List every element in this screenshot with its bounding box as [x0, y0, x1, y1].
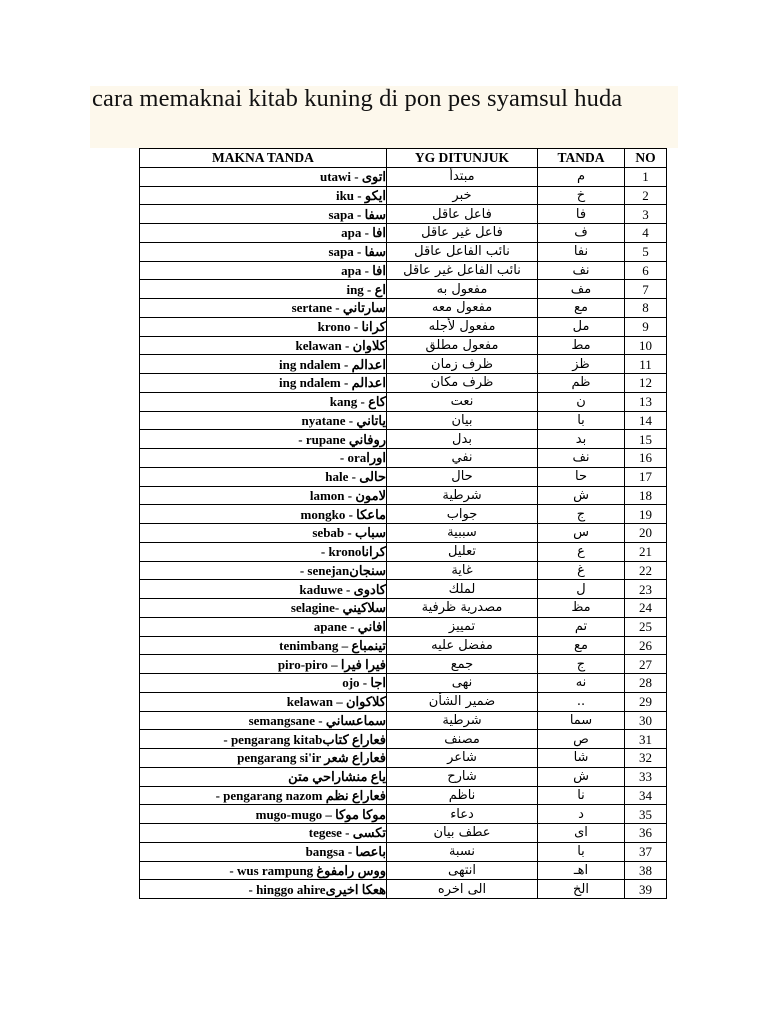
table-row — [140, 580, 667, 599]
table-row — [140, 486, 667, 505]
yg-ditunjuk-cell: جمع — [387, 655, 538, 674]
tanda-cell: م — [538, 167, 625, 186]
makna-cell: krono - كرانا — [140, 317, 387, 336]
header-tanda: TANDA — [538, 149, 625, 168]
yg-ditunjuk-cell: بدل — [387, 430, 538, 449]
no-cell: 10 — [625, 336, 667, 355]
tanda-cell: ش — [538, 486, 625, 505]
tanda-cell: اى — [538, 824, 625, 843]
table-row — [140, 224, 667, 243]
no-cell: 29 — [625, 692, 667, 711]
header-no: NO — [625, 149, 667, 168]
yg-ditunjuk-cell: فاعل غير عاقل — [387, 224, 538, 243]
tanda-cell: ظم — [538, 374, 625, 393]
makna-cell: hale - حالى — [140, 467, 387, 486]
tanda-cell: ص — [538, 730, 625, 749]
table-row — [140, 186, 667, 205]
no-cell: 22 — [625, 561, 667, 580]
header-yg-ditunjuk: YG DITUNJUK — [387, 149, 538, 168]
tanda-cell: الخ — [538, 880, 625, 899]
no-cell: 33 — [625, 767, 667, 786]
makna-cell: sapa - سفا — [140, 242, 387, 261]
makna-cell: - senejanسنجان — [140, 561, 387, 580]
yg-ditunjuk-cell: غاية — [387, 561, 538, 580]
no-cell: 15 — [625, 430, 667, 449]
tanda-cell: فا — [538, 205, 625, 224]
makna-cell: mugo-mugo – موكا موكا — [140, 805, 387, 824]
tanda-cell: مع — [538, 299, 625, 318]
makna-cell: ing ndalem - اعدالم — [140, 355, 387, 374]
makna-cell: selagine- سلاكيني — [140, 599, 387, 618]
tanda-cell: مف — [538, 280, 625, 299]
tanda-cell: مظ — [538, 599, 625, 618]
table-row — [140, 692, 667, 711]
no-cell: 26 — [625, 636, 667, 655]
table-body — [140, 167, 667, 898]
table-row — [140, 880, 667, 899]
table-row — [140, 636, 667, 655]
makna-cell: - oraاورا — [140, 449, 387, 468]
yg-ditunjuk-cell: عطف بيان — [387, 824, 538, 843]
no-cell: 3 — [625, 205, 667, 224]
table-row — [140, 242, 667, 261]
yg-ditunjuk-cell: نائب الفاعل غير عاقل — [387, 261, 538, 280]
table-row — [140, 355, 667, 374]
tanda-cell: ع — [538, 542, 625, 561]
tanda-cell: ن — [538, 392, 625, 411]
yg-ditunjuk-cell: مفعول مطلق — [387, 336, 538, 355]
yg-ditunjuk-cell: ناظم — [387, 786, 538, 805]
makna-cell: nyatane - ياتاني — [140, 411, 387, 430]
yg-ditunjuk-cell: شارح — [387, 767, 538, 786]
makna-cell: - pengarang nazom فعاراع نظم — [140, 786, 387, 805]
makna-cell: bangsa - باعصا — [140, 842, 387, 861]
makna-cell: - wus rampung ووس رامفوغ — [140, 861, 387, 880]
yg-ditunjuk-cell: خبر — [387, 186, 538, 205]
no-cell: 21 — [625, 542, 667, 561]
makna-cell: - kronoكرانا — [140, 542, 387, 561]
yg-ditunjuk-cell: ظرف زمان — [387, 355, 538, 374]
table-row — [140, 674, 667, 693]
yg-ditunjuk-cell: نهى — [387, 674, 538, 693]
tanda-cell: ظز — [538, 355, 625, 374]
table-row — [140, 561, 667, 580]
table-row — [140, 617, 667, 636]
table-row — [140, 730, 667, 749]
no-cell: 36 — [625, 824, 667, 843]
makna-cell: lamon - لامون — [140, 486, 387, 505]
page-title: cara memaknai kitab kuning di pon pes syamsul huda — [92, 85, 623, 112]
table-row — [140, 467, 667, 486]
makna-cell: ing - اع — [140, 280, 387, 299]
yg-ditunjuk-cell: جواب — [387, 505, 538, 524]
yg-ditunjuk-cell: مفضل عليه — [387, 636, 538, 655]
table-row — [140, 261, 667, 280]
yg-ditunjuk-cell: سببية — [387, 524, 538, 543]
tanda-cell: ش — [538, 767, 625, 786]
no-cell: 18 — [625, 486, 667, 505]
makna-cell: sebab - سباب — [140, 524, 387, 543]
table-row — [140, 655, 667, 674]
yg-ditunjuk-cell: ظرف مكان — [387, 374, 538, 393]
tanda-cell: حا — [538, 467, 625, 486]
makna-cell: ياع منشاراحي متن — [140, 767, 387, 786]
tanda-cell: با — [538, 411, 625, 430]
yg-ditunjuk-cell: مفعول معه — [387, 299, 538, 318]
no-cell: 38 — [625, 861, 667, 880]
table-row — [140, 861, 667, 880]
yg-ditunjuk-cell: مبتدأ — [387, 167, 538, 186]
table-row — [140, 711, 667, 730]
tanda-cell: مل — [538, 317, 625, 336]
tanda-cell: ل — [538, 580, 625, 599]
tanda-cell: نا — [538, 786, 625, 805]
no-cell: 5 — [625, 242, 667, 261]
table-row — [140, 449, 667, 468]
no-cell: 11 — [625, 355, 667, 374]
no-cell: 32 — [625, 749, 667, 768]
tanda-cell: س — [538, 524, 625, 543]
table-row — [140, 805, 667, 824]
yg-ditunjuk-cell: تعليل — [387, 542, 538, 561]
tanda-cell: غ — [538, 561, 625, 580]
yg-ditunjuk-cell: مفعول به — [387, 280, 538, 299]
no-cell: 17 — [625, 467, 667, 486]
makna-cell: apa - افا — [140, 224, 387, 243]
no-cell: 6 — [625, 261, 667, 280]
table-row — [140, 392, 667, 411]
no-cell: 20 — [625, 524, 667, 543]
no-cell: 23 — [625, 580, 667, 599]
yg-ditunjuk-cell: شرطية — [387, 711, 538, 730]
no-cell: 19 — [625, 505, 667, 524]
no-cell: 4 — [625, 224, 667, 243]
table-row — [140, 411, 667, 430]
no-cell: 13 — [625, 392, 667, 411]
table-row — [140, 842, 667, 861]
table-row — [140, 786, 667, 805]
tanda-cell: ج — [538, 505, 625, 524]
table-row — [140, 599, 667, 618]
makna-cell: ing ndalem - اعدالم — [140, 374, 387, 393]
yg-ditunjuk-cell: لملك — [387, 580, 538, 599]
tanda-cell: خ — [538, 186, 625, 205]
tanda-cell: .. — [538, 692, 625, 711]
table-row — [140, 524, 667, 543]
makna-cell: kelawan - كلاوان — [140, 336, 387, 355]
no-cell: 39 — [625, 880, 667, 899]
table-row — [140, 317, 667, 336]
makna-cell: kaduwe - كادوى — [140, 580, 387, 599]
makna-cell: tegese - تكسى — [140, 824, 387, 843]
no-cell: 28 — [625, 674, 667, 693]
header-makna-tanda: MAKNA TANDA — [140, 149, 387, 168]
makna-cell: ojo - اجا — [140, 674, 387, 693]
no-cell: 7 — [625, 280, 667, 299]
makna-cell: semangsane - سماعساني — [140, 711, 387, 730]
table-row — [140, 542, 667, 561]
makna-cell: utawi - اتوى — [140, 167, 387, 186]
tanda-cell: نفا — [538, 242, 625, 261]
no-cell: 25 — [625, 617, 667, 636]
makna-cell: sapa - سفا — [140, 205, 387, 224]
makna-cell: pengarang si'ir فعاراع شعر — [140, 749, 387, 768]
yg-ditunjuk-cell: نسبة — [387, 842, 538, 861]
no-cell: 24 — [625, 599, 667, 618]
yg-ditunjuk-cell: تمييز — [387, 617, 538, 636]
no-cell: 8 — [625, 299, 667, 318]
yg-ditunjuk-cell: فاعل عاقل — [387, 205, 538, 224]
makna-cell: kelawan – كلاكوان — [140, 692, 387, 711]
makna-tanda-table — [139, 148, 667, 899]
table-header-row — [140, 149, 667, 168]
makna-cell: iku - ايكو — [140, 186, 387, 205]
no-cell: 14 — [625, 411, 667, 430]
no-cell: 35 — [625, 805, 667, 824]
yg-ditunjuk-cell: نائب الفاعل عاقل — [387, 242, 538, 261]
yg-ditunjuk-cell: دعاء — [387, 805, 538, 824]
no-cell: 16 — [625, 449, 667, 468]
tanda-cell: اهـ — [538, 861, 625, 880]
yg-ditunjuk-cell: الى اخره — [387, 880, 538, 899]
tanda-cell: سما — [538, 711, 625, 730]
yg-ditunjuk-cell: مصدرية ظرفية — [387, 599, 538, 618]
yg-ditunjuk-cell: انتهى — [387, 861, 538, 880]
makna-cell: piro-piro – فيرا فيرا — [140, 655, 387, 674]
tanda-cell: با — [538, 842, 625, 861]
yg-ditunjuk-cell: مصنف — [387, 730, 538, 749]
no-cell: 37 — [625, 842, 667, 861]
table-row — [140, 767, 667, 786]
tanda-cell: تم — [538, 617, 625, 636]
table-row — [140, 336, 667, 355]
no-cell: 1 — [625, 167, 667, 186]
no-cell: 2 — [625, 186, 667, 205]
no-cell: 31 — [625, 730, 667, 749]
no-cell: 30 — [625, 711, 667, 730]
table-row — [140, 430, 667, 449]
yg-ditunjuk-cell: بيان — [387, 411, 538, 430]
no-cell: 34 — [625, 786, 667, 805]
table-row — [140, 824, 667, 843]
no-cell: 12 — [625, 374, 667, 393]
tanda-cell: شا — [538, 749, 625, 768]
tanda-cell: نف — [538, 261, 625, 280]
tanda-cell: نه — [538, 674, 625, 693]
tanda-cell: نف — [538, 449, 625, 468]
tanda-cell: ج — [538, 655, 625, 674]
yg-ditunjuk-cell: ضمير الشأن — [387, 692, 538, 711]
yg-ditunjuk-cell: شرطية — [387, 486, 538, 505]
yg-ditunjuk-cell: مفعول لأجله — [387, 317, 538, 336]
makna-cell: - pengarang kitabفعاراع كتاب — [140, 730, 387, 749]
table-row — [140, 505, 667, 524]
makna-cell: sertane - سارتاني — [140, 299, 387, 318]
tanda-cell: مع — [538, 636, 625, 655]
yg-ditunjuk-cell: حال — [387, 467, 538, 486]
makna-cell: apane - افاني — [140, 617, 387, 636]
table-row — [140, 205, 667, 224]
table-row — [140, 299, 667, 318]
makna-cell: - hinggo ahireهعكا اخيرى — [140, 880, 387, 899]
yg-ditunjuk-cell: نفي — [387, 449, 538, 468]
makna-cell: tenimbang – تينمباع — [140, 636, 387, 655]
tanda-cell: د — [538, 805, 625, 824]
tanda-cell: بد — [538, 430, 625, 449]
table-row — [140, 167, 667, 186]
makna-cell: kang - كاع — [140, 392, 387, 411]
yg-ditunjuk-cell: شاعر — [387, 749, 538, 768]
table-row — [140, 280, 667, 299]
makna-cell: apa - افا — [140, 261, 387, 280]
no-cell: 9 — [625, 317, 667, 336]
no-cell: 27 — [625, 655, 667, 674]
makna-cell: mongko - ماعكا — [140, 505, 387, 524]
tanda-cell: مط — [538, 336, 625, 355]
table-row — [140, 749, 667, 768]
table-row — [140, 374, 667, 393]
yg-ditunjuk-cell: نعت — [387, 392, 538, 411]
makna-cell: - rupane روفاني — [140, 430, 387, 449]
tanda-cell: ف — [538, 224, 625, 243]
